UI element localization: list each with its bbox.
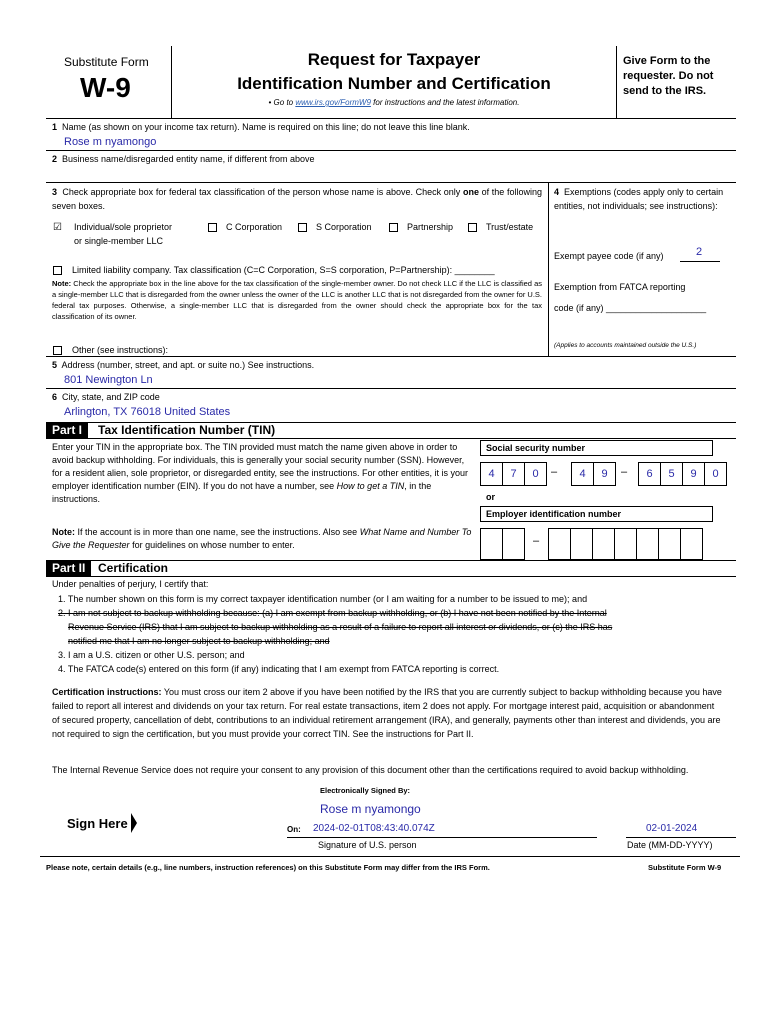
cert-item-2-line3: notified me that I am no longer subject to backup withholding; and: [68, 636, 330, 646]
sign-here-label: [67, 816, 128, 831]
line6-text: City, state, and ZIP code: [62, 392, 160, 402]
ssn-digit[interactable]: 9: [682, 462, 705, 486]
line3-label: [52, 185, 542, 213]
line4-num: 4: [554, 187, 560, 197]
individual-checkbox[interactable]: ☑: [53, 222, 62, 233]
cert-item-4: 4. The FATCA code(s) entered on this form (if any) indicating that I am exempt from FATCA reporting is correct.: [58, 664, 500, 674]
date-line: [626, 837, 736, 838]
line3-rule: [46, 356, 736, 357]
part1-bottom-rule: [46, 438, 736, 439]
line1-num: 1: [52, 122, 58, 132]
other-label: Other (see instructions):: [72, 345, 169, 355]
ein-digit[interactable]: [502, 528, 525, 560]
header-bottom-rule: [46, 118, 736, 119]
s-corp-label: S Corporation: [316, 222, 372, 232]
signature-line: [287, 837, 597, 838]
ssn-dash-2: –: [621, 466, 628, 478]
part2-bottom-rule: [46, 576, 736, 577]
line1-text: Name (as shown on your income tax return). Name is required on this line; do not leave this line blank.: [62, 122, 470, 132]
line3-text-b: of the following seven boxes.: [52, 187, 542, 211]
ein-digit[interactable]: [614, 528, 637, 560]
ein-digit[interactable]: [548, 528, 571, 560]
part1-note-italic: What Name and Number To Give the Requester: [52, 527, 472, 550]
partnership-label: Partnership: [407, 222, 454, 232]
form-number: W-9: [80, 72, 131, 103]
on-label: On:: [287, 825, 301, 834]
signature-timestamp: 2024-02-01T08:43:40.074Z: [313, 823, 435, 834]
line4-text: Exemptions (codes apply only to certain entities, not individuals; see instructions):: [554, 187, 724, 211]
sign-here-text: Sign Here: [67, 816, 128, 831]
line1-rule: [46, 150, 736, 151]
ein-digit[interactable]: [658, 528, 681, 560]
line4-divider: [548, 182, 549, 356]
business-name-field[interactable]: [64, 166, 724, 180]
llc-note-label: Note:: [52, 279, 72, 288]
city-state-zip-field[interactable]: Arlington, TX 76018 United States: [64, 406, 231, 418]
part2-title: Certification: [98, 561, 169, 575]
ssn-digit[interactable]: 0: [704, 462, 727, 486]
c-corp-checkbox[interactable]: [208, 223, 217, 232]
ein-digit[interactable]: [636, 528, 659, 560]
cert-instructions: [52, 685, 724, 741]
footer-form-name: Substitute Form W-9: [648, 863, 722, 872]
ein-dash: –: [533, 535, 540, 547]
s-corp-checkbox[interactable]: [298, 223, 307, 232]
ssn-digit[interactable]: 6: [638, 462, 661, 486]
footer-rule: [40, 856, 740, 857]
line4-label: [554, 185, 730, 213]
give-form-note: Give Form to the requester. Do not send to the IRS.: [623, 55, 714, 97]
signature-date-field[interactable]: 02-01-2024: [646, 823, 698, 834]
applies-note: (Applies to accounts maintained outside the U.S.): [554, 342, 697, 349]
part1-note: [52, 526, 474, 552]
cert-item-2-line2: Revenue Service (IRS) that I am subject to backup withholding as a result of a failure to report all interest or dividends, or (c) the IRS has: [68, 622, 613, 632]
ssn-digit[interactable]: 4: [571, 462, 594, 486]
line5-rule: [46, 388, 736, 389]
part1-text-italic: How to get a TIN: [336, 481, 405, 491]
line5-label: [52, 360, 314, 370]
goto-instructions: [172, 98, 616, 107]
form-title-line1: Request for Taxpayer: [307, 50, 481, 69]
goto-bullet: • Go to: [268, 98, 294, 107]
part1-label: Part I: [46, 422, 88, 438]
line6-label: [52, 392, 160, 402]
signer-name: Rose m nyamongo: [320, 802, 421, 816]
sign-here-arrow-icon: [131, 813, 137, 833]
ssn-digit[interactable]: 5: [660, 462, 683, 486]
exempt-payee-label: Exempt payee code (if any): [554, 251, 664, 261]
line2-num: 2: [52, 154, 58, 164]
line5-num: 5: [52, 360, 58, 370]
part1-text-main: Enter your TIN in the appropriate box. The TIN provided must match the name given above in order to avoid backup withholding. For individuals, this is generally your social security number (SSN). However, for a resident alien, sole proprietor, or disregarded entity, see the instructions. For other entities, it is your employer identification number (EIN). If you do not have a number, see: [52, 442, 469, 491]
part2-label: Part II: [46, 560, 91, 576]
ein-digit[interactable]: [592, 528, 615, 560]
fatca-label-a: Exemption from FATCA reporting: [554, 282, 686, 292]
line2-text: Business name/disregarded entity name, if different from above: [62, 154, 315, 164]
line1-label: [52, 122, 470, 132]
exempt-payee-underline: [680, 261, 720, 262]
irs-link[interactable]: www.irs.gov/FormW9: [295, 98, 371, 107]
part1-note-end: for guidelines on whose number to enter.: [132, 540, 295, 550]
perjury-intro: Under penalties of perjury, I certify that:: [52, 579, 209, 589]
ssn-digit[interactable]: 9: [593, 462, 616, 486]
footer-note: Please note, certain details (e.g., line numbers, instruction references) on this Substitute Form may differ from the IRS Form.: [46, 863, 490, 872]
ein-digit[interactable]: [680, 528, 703, 560]
goto-rest: for instructions and the latest information.: [373, 98, 520, 107]
ssn-dash-1: –: [551, 466, 558, 478]
other-checkbox[interactable]: [53, 346, 62, 355]
part1-note-text: If the account is in more than one name, see the instructions. Also see: [77, 527, 358, 537]
exempt-payee-field[interactable]: 2: [696, 246, 703, 258]
individual-label: Individual/sole proprietor: [74, 222, 173, 232]
or-label: or: [486, 492, 495, 502]
part1-note-label: Note:: [52, 527, 75, 537]
llc-checkbox[interactable]: [53, 266, 62, 275]
line5-text: Address (number, street, and apt. or suite no.) See instructions.: [61, 360, 315, 370]
c-corp-label: C Corporation: [226, 222, 283, 232]
line3-text-a: Check appropriate box for federal tax classification of the person whose name is above. Check only: [62, 187, 461, 197]
line3-text-one: one: [462, 187, 479, 197]
date-caption: Date (MM-DD-YYYY): [627, 840, 713, 850]
part1-text-end: , in the instructions.: [52, 481, 432, 504]
line6-num: 6: [52, 392, 58, 402]
line3-num: 3: [52, 187, 58, 197]
cert-instructions-label: Certification instructions:: [52, 687, 162, 697]
part1-text: [52, 441, 474, 506]
irs-consent: The Internal Revenue Service does not require your consent to any provision of this document other than the certifications required to avoid backup withholding.: [52, 765, 689, 775]
line2-rule: [46, 182, 736, 183]
cert-item-1: 1. The number shown on this form is my correct taxpayer identification number (or I am waiting for a number to be issued to me); and: [58, 594, 588, 604]
cert-item-2-line1: 2. I am not subject to backup withholding because: (a) I am exempt from backup withholding, or (b) I have not been notified by the Internal: [58, 608, 607, 618]
header-divider-right: [616, 46, 617, 118]
ssn-digit[interactable]: 4: [480, 462, 503, 486]
cert-item-3: 3. I am a U.S. citizen or other U.S. person; and: [58, 650, 245, 660]
llc-note: [52, 278, 542, 322]
partnership-checkbox[interactable]: [389, 223, 398, 232]
form-title-line2: Identification Number and Certification: [237, 74, 551, 93]
llc-label: Limited liability company. Tax classification (C=C Corporation, S=S corporation, P=Partnership): ________: [72, 265, 495, 275]
form-label: Substitute Form: [64, 55, 149, 69]
trust-label: Trust/estate: [486, 222, 534, 232]
ein-digit[interactable]: [480, 528, 503, 560]
trust-checkbox[interactable]: [468, 223, 477, 232]
ssn-digit[interactable]: 0: [524, 462, 547, 486]
llc-note-text: Check the appropriate box in the line above for the tax classification of the single-member owner. Do not check LLC if the LLC is classified as a single-member LLC that is disregarded from the owner unless the owner of the LLC is another LLC that is not disregarded from the owner for U.S. federal tax purposes. Otherwise, a single-member LLC that is disregarded from the owner should check the appropriate box for the tax classification of its owner.: [52, 279, 542, 321]
fatca-label-b: code (if any) ____________________: [554, 303, 707, 313]
part1-title: Tax Identification Number (TIN): [98, 423, 276, 437]
individual-label-b: or single-member LLC: [74, 236, 164, 246]
name-field[interactable]: Rose m nyamongo: [64, 136, 157, 148]
ssn-digit[interactable]: 7: [502, 462, 525, 486]
cert-instructions-text: You must cross our item 2 above if you have been notified by the IRS that you are currently subject to backup withholding because you have failed to report all interest and dividends on your tax return. For real estate transactions, item 2 does not apply. For mortgage interest paid, acquisition or abandonment of secured property, cancellation of debt, contributions to an individual retirement arrangement (IRA), and generally, payments other than interest and dividends, you are not required to sign the certification, but you must provide your correct TIN. See the instructions for Part II.: [52, 687, 722, 739]
line2-label: [52, 154, 315, 164]
signed-by-label: Electronically Signed By:: [320, 786, 411, 795]
address-field[interactable]: 801 Newington Ln: [64, 374, 153, 386]
ein-digit[interactable]: [570, 528, 593, 560]
ein-label: Employer identification number: [480, 506, 713, 522]
ssn-label: Social security number: [480, 440, 713, 456]
signature-caption: Signature of U.S. person: [318, 840, 417, 850]
